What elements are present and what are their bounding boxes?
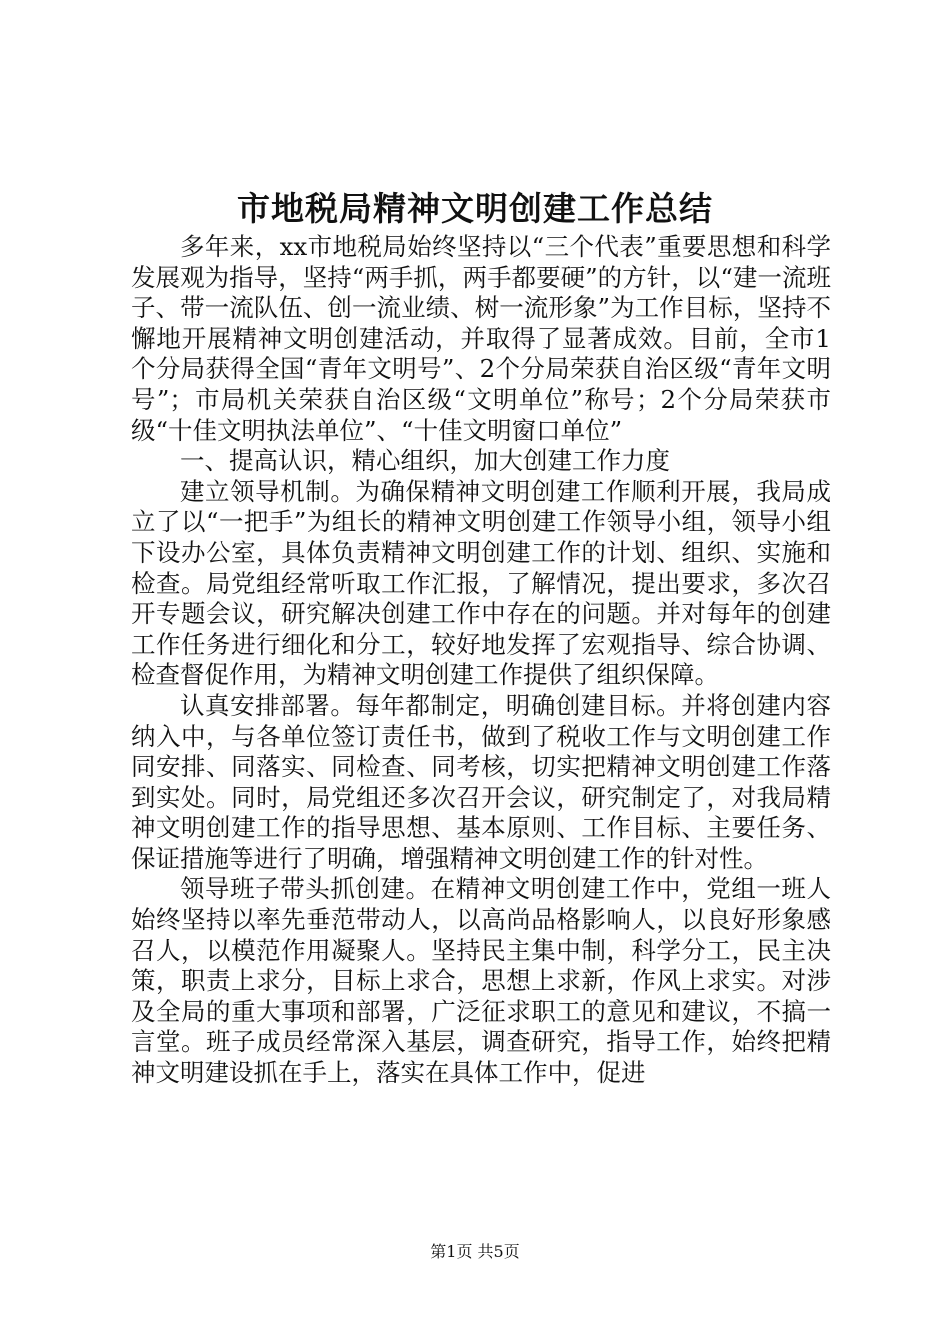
section-heading: 一、提高认识，精心组织，加大创建工作力度: [180, 446, 670, 476]
paragraph-leadership-mechanism: 建立领导机制。为确保精神文明创建工作顺利开展，我局成立了以“一把手”为组长的精神文明创建工作领导小组，领导小组下设办公室，具体负责精神文明创建工作的计划、组织、实施和检查。局党组经常听取工作汇报，了解情况，提出要求，多次召开专题会议，研究解决创建工作中存在的问题。并对每年的创建工作任务进行细化和分工，较好地发挥了宏观指导、综合协调、检查督促作用，为精神文明创建工作提供了组织保障。: [131, 476, 831, 690]
page-footer: 第1页 共5页: [430, 1242, 520, 1261]
paragraph-deployment: 认真安排部署。每年都制定，明确创建目标。并将创建内容纳入中，与各单位签订责任书，做到了税收工作与文明创建工作同安排、同落实、同检查、同考核，切实把精神文明创建工作落到实处。同时，局党组还多次召开会议，研究制定了，对我局精神文明创建工作的指导思想、基本原则、工作目标、主要任务、保证措施等进行了明确，增强精神文明创建工作的针对性。: [131, 690, 831, 873]
document-title: 市地税局精神文明创建工作总结: [237, 189, 713, 228]
paragraph-intro: 多年来，xx市地税局始终坚持以“三个代表”重要思想和科学发展观为指导，坚持“两手抓，两手都要硬”的方针，以“建一流班子、带一流队伍、创一流业绩、树一流形象”为工作目标，坚持不懈地开展精神文明创建活动，并取得了显著成效。目前，全市1个分局获得全国“青年文明号”、2个分局荣获自治区级“青年文明号”；市局机关荣获自治区级“文明单位”称号；2个分局荣获市级“十佳文明执法单位”、“十佳文明窗口单位”: [131, 232, 831, 445]
paragraph-leading-group: 领导班子带头抓创建。在精神文明创建工作中，党组一班人始终坚持以率先垂范带动人，以高尚品格影响人，以良好形象感召人，以模范作用凝聚人。坚持民主集中制，科学分工，民主决策，职责上求分，目标上求合，思想上求新，作风上求实。对涉及全局的重大事项和部署，广泛征求职工的意见和建议，不搞一言堂。班子成员经常深入基层，调查研究，指导工作，始终把精神文明建设抓在手上，落实在具体工作中，促进: [131, 874, 831, 1088]
document-body: [131, 232, 831, 1089]
